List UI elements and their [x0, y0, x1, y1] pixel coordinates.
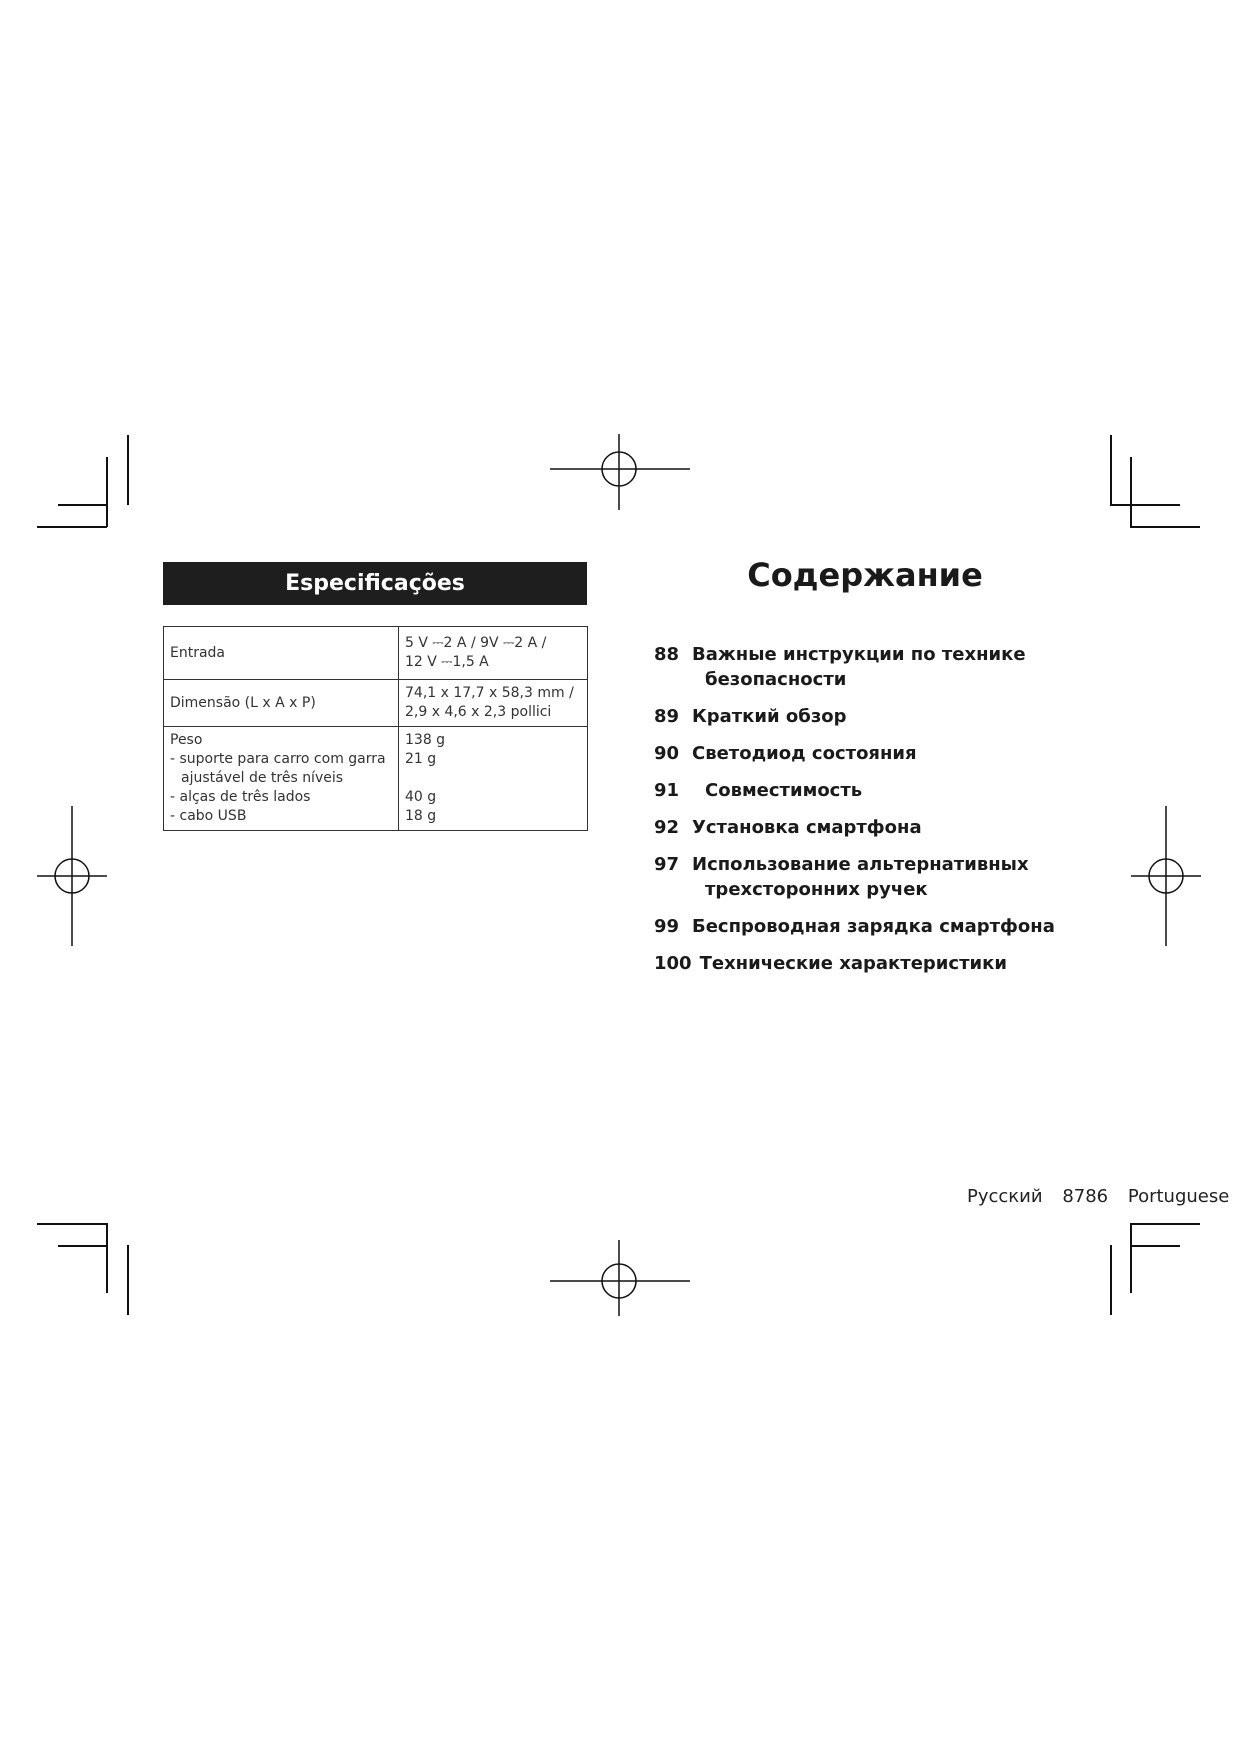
toc-entry-92[interactable]: 92 Установка смартфона — [654, 817, 922, 838]
spec-input-label: Entrada — [164, 627, 399, 680]
spec-dimension-label: Dimensão (L x A x P) — [164, 680, 399, 727]
spec-row-weight — [164, 727, 588, 831]
spec-weight-value: 138 g 21 g 40 g 18 g — [399, 727, 588, 831]
toc-entry-88[interactable]: 88 Важные инструкции по технике безопасности — [654, 644, 1026, 690]
toc-entry-91[interactable]: 91 Совместимость — [654, 780, 863, 801]
toc-entry-90[interactable]: 90 Светодиод состояния — [654, 743, 917, 764]
footer-language-right: Portuguese — [1127, 1186, 1230, 1207]
footer-page-number: 8786 — [1062, 1186, 1109, 1207]
spec-dimension-value: 74,1 x 17,7 x 58,3 mm / 2,9 x 4,6 x 2,3 pollici — [399, 680, 588, 727]
toc-entry-89[interactable]: 89 Краткий обзор — [654, 706, 847, 727]
table-of-contents — [654, 642, 1214, 988]
toc-entry-99[interactable]: 99 Беспроводная зарядка смартфона — [654, 916, 1055, 937]
specifications-heading — [163, 562, 587, 605]
spec-input-value: 5 V ⎓2 A / 9V ⎓2 A / 12 V ⎓1,5 A — [399, 627, 588, 680]
footer-language-left: Русский — [967, 1186, 1043, 1207]
contents-title: Содержание — [747, 556, 983, 594]
spec-row-dimension — [164, 680, 588, 727]
page-footer — [967, 1186, 1230, 1216]
specifications-table — [163, 626, 588, 831]
specifications-heading-text: Especificações — [285, 571, 465, 596]
toc-entry-100[interactable]: 100 Технические характеристики — [654, 953, 1007, 974]
toc-entry-97[interactable]: 97 Использование альтернативных трехсторонних ручек — [654, 854, 1029, 900]
spec-row-input — [164, 627, 588, 680]
spec-weight-label: Peso - suporte para carro com garra ajustável de três níveis - alças de três lados - cabo USB — [164, 727, 399, 831]
